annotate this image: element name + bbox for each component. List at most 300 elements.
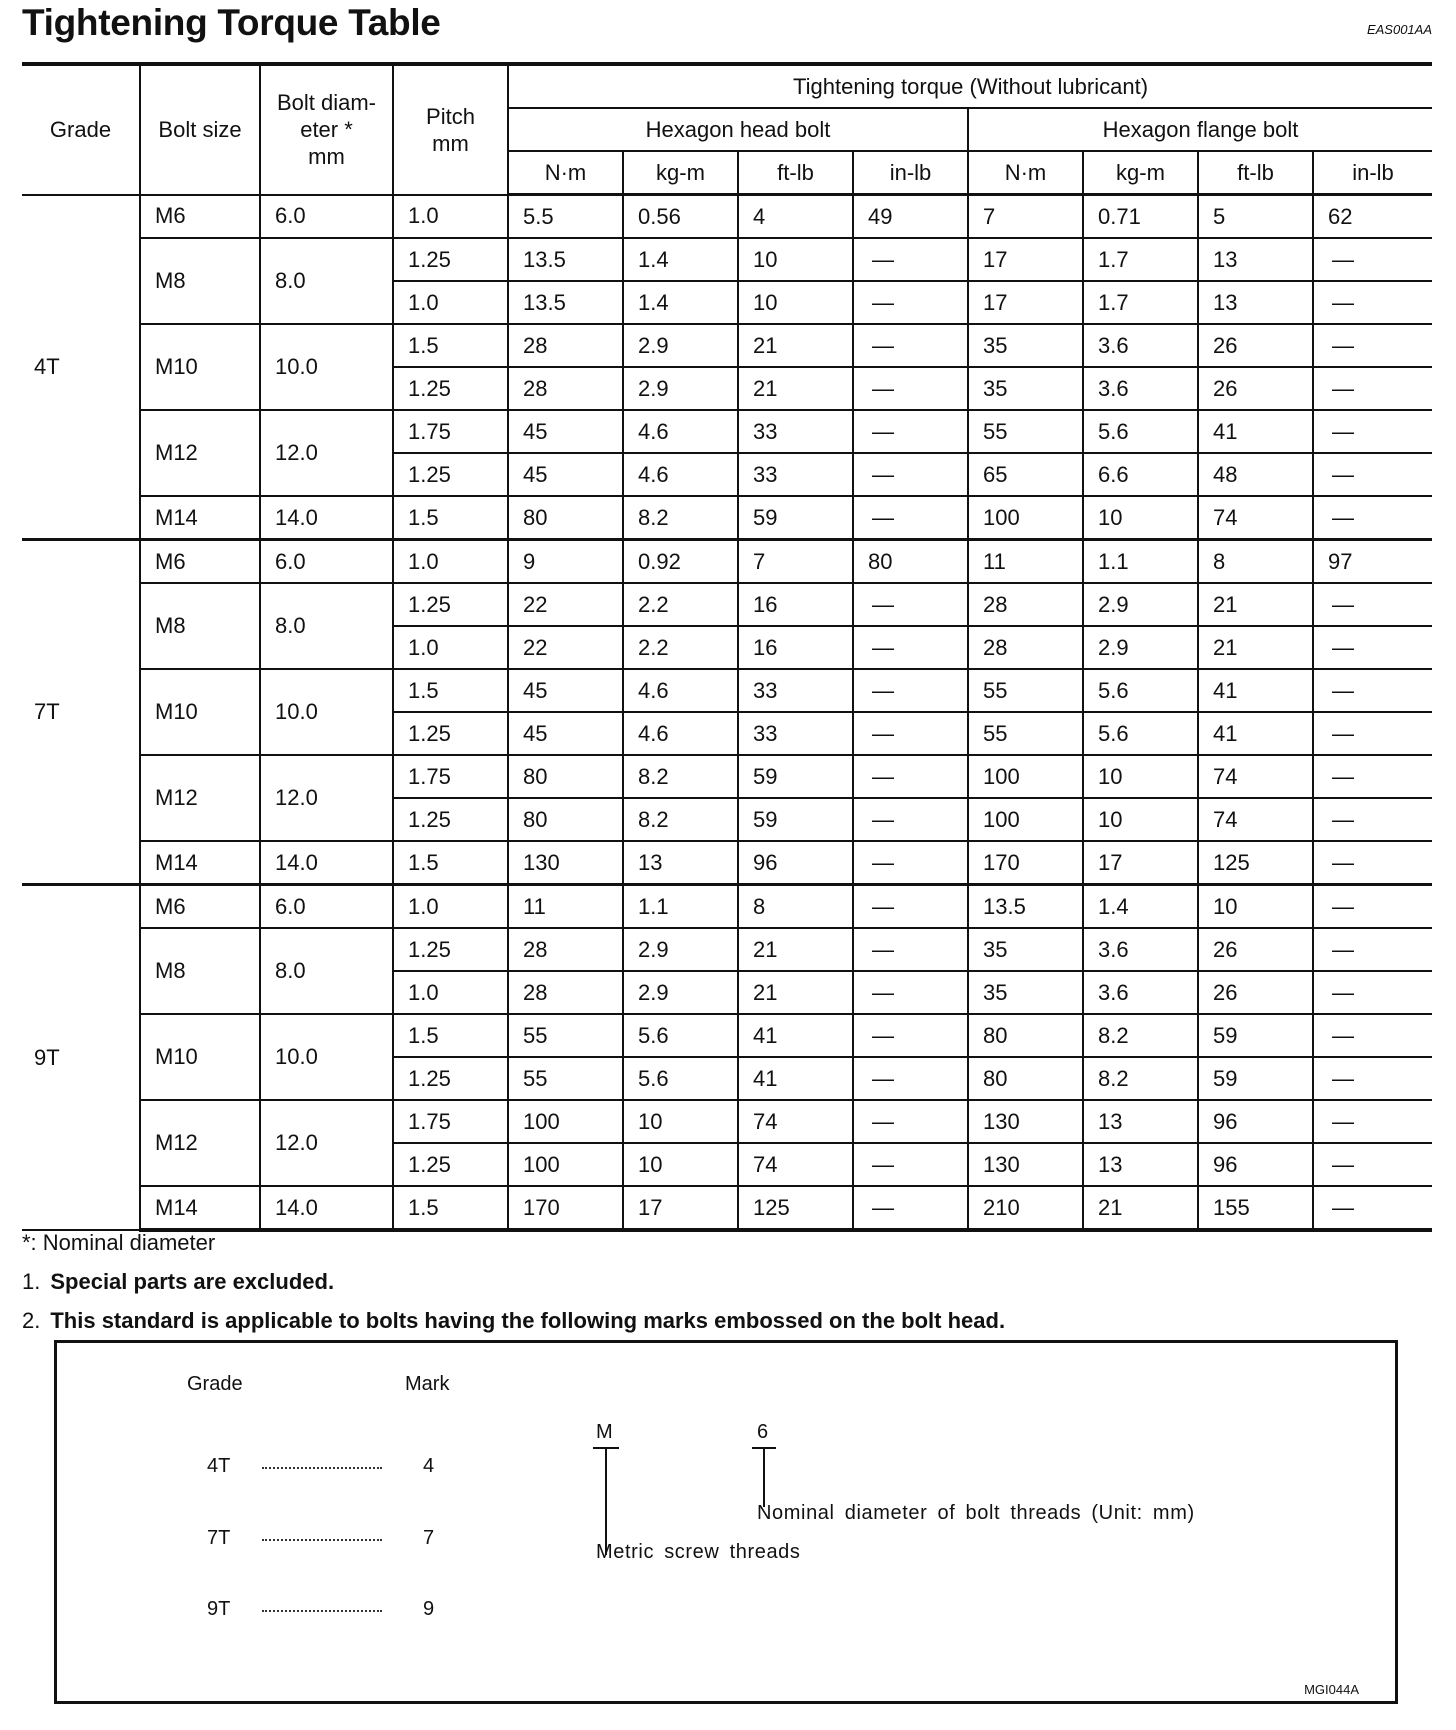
pitch-cell: 1.5 xyxy=(393,324,508,367)
leader-dots xyxy=(262,1610,382,1612)
torque-value-cell: 13.5 xyxy=(968,885,1083,929)
torque-value-cell: 170 xyxy=(508,1186,623,1230)
torque-value-cell: 17 xyxy=(968,281,1083,324)
torque-value-cell: — xyxy=(853,583,968,626)
torque-value-cell: 55 xyxy=(968,712,1083,755)
torque-value-cell: 22 xyxy=(508,583,623,626)
torque-value-cell: — xyxy=(1313,1100,1432,1143)
bolt-diameter-cell: 12.0 xyxy=(260,1100,393,1186)
torque-value-cell: — xyxy=(853,1057,968,1100)
torque-value-cell: — xyxy=(1313,583,1432,626)
torque-value-cell: 41 xyxy=(1198,669,1313,712)
table-row xyxy=(22,540,1432,584)
torque-value-cell: 10 xyxy=(738,238,853,281)
table-row xyxy=(22,410,1432,453)
torque-value-cell: — xyxy=(1313,453,1432,496)
torque-value-cell: — xyxy=(853,669,968,712)
torque-value-cell: 130 xyxy=(508,841,623,885)
figure-grade-7t: 7T xyxy=(207,1527,231,1549)
torque-value-cell: 28 xyxy=(968,583,1083,626)
torque-value-cell: 4 xyxy=(738,195,853,239)
header-tightening-torque: Tightening torque (Without lubricant) xyxy=(508,64,1432,108)
torque-value-cell: 7 xyxy=(738,540,853,584)
torque-value-cell: — xyxy=(1313,496,1432,540)
bolt-diameter-cell: 14.0 xyxy=(260,496,393,540)
torque-value-cell: — xyxy=(1313,1014,1432,1057)
pitch-cell: 1.25 xyxy=(393,712,508,755)
torque-value-cell: 2.9 xyxy=(623,367,738,410)
torque-value-cell: 1.1 xyxy=(1083,540,1198,584)
torque-value-cell: — xyxy=(853,928,968,971)
pitch-cell: 1.0 xyxy=(393,540,508,584)
torque-value-cell: 130 xyxy=(968,1143,1083,1186)
header-hexagon-flange-bolt: Hexagon flange bolt xyxy=(968,108,1432,151)
bolt-diameter-cell: 8.0 xyxy=(260,583,393,669)
torque-value-cell: 155 xyxy=(1198,1186,1313,1230)
pitch-cell: 1.75 xyxy=(393,410,508,453)
torque-value-cell: — xyxy=(853,238,968,281)
header-unit: in-lb xyxy=(1313,151,1432,195)
torque-value-cell: 4.6 xyxy=(623,712,738,755)
pitch-cell: 1.5 xyxy=(393,1186,508,1230)
figure-mark-header: Mark xyxy=(405,1373,450,1395)
torque-value-cell: 8.2 xyxy=(623,755,738,798)
bolt-mark-figure xyxy=(54,1340,1398,1704)
torque-value-cell: 2.9 xyxy=(623,324,738,367)
torque-value-cell: 10 xyxy=(623,1143,738,1186)
torque-value-cell: 3.6 xyxy=(1083,324,1198,367)
torque-value-cell: 17 xyxy=(1083,841,1198,885)
torque-value-cell: — xyxy=(853,971,968,1014)
torque-value-cell: 35 xyxy=(968,928,1083,971)
bolt-diameter-cell: 10.0 xyxy=(260,669,393,755)
torque-value-cell: 33 xyxy=(738,669,853,712)
torque-value-cell: 16 xyxy=(738,583,853,626)
torque-value-cell: — xyxy=(1313,669,1432,712)
torque-value-cell: 8.2 xyxy=(623,798,738,841)
torque-value-cell: 9 xyxy=(508,540,623,584)
torque-value-cell: 28 xyxy=(508,367,623,410)
torque-value-cell: 49 xyxy=(853,195,968,239)
figure-mark-7: 7 xyxy=(423,1527,435,1549)
page-title: Tightening Torque Table xyxy=(22,2,441,43)
torque-value-cell: 80 xyxy=(508,755,623,798)
pitch-cell: 1.25 xyxy=(393,1057,508,1100)
note-2-number: 2. xyxy=(22,1308,41,1333)
nominal-diameter-label: Nominal diameter of bolt threads (Unit: mm) xyxy=(757,1502,1195,1524)
torque-value-cell: 0.92 xyxy=(623,540,738,584)
note-1-text: Special parts are excluded. xyxy=(50,1269,335,1294)
torque-value-cell: 11 xyxy=(968,540,1083,584)
torque-value-cell: — xyxy=(853,712,968,755)
pitch-cell: 1.0 xyxy=(393,195,508,239)
pitch-cell: 1.5 xyxy=(393,1014,508,1057)
pitch-cell: 1.0 xyxy=(393,626,508,669)
header-unit: ft-lb xyxy=(738,151,853,195)
grade-cell: 4T xyxy=(22,195,140,540)
bolt-size-cell: M6 xyxy=(140,540,260,584)
torque-value-cell: — xyxy=(1313,755,1432,798)
header-unit: kg-m xyxy=(623,151,738,195)
torque-value-cell: — xyxy=(1313,324,1432,367)
torque-value-cell: 35 xyxy=(968,324,1083,367)
bolt-size-cell: M12 xyxy=(140,410,260,496)
pitch-cell: 1.25 xyxy=(393,367,508,410)
torque-value-cell: 41 xyxy=(1198,410,1313,453)
torque-value-cell: 210 xyxy=(968,1186,1083,1230)
pitch-cell: 1.0 xyxy=(393,971,508,1014)
torque-value-cell: 13 xyxy=(1198,281,1313,324)
torque-value-cell: 74 xyxy=(1198,798,1313,841)
torque-value-cell: 21 xyxy=(1198,626,1313,669)
torque-value-cell: 100 xyxy=(968,798,1083,841)
torque-value-cell: 11 xyxy=(508,885,623,929)
torque-value-cell: — xyxy=(853,453,968,496)
table-row xyxy=(22,1186,1432,1230)
torque-value-cell: — xyxy=(1313,626,1432,669)
figure-code: MGI044A xyxy=(1304,1682,1359,1697)
bolt-size-cell: M12 xyxy=(140,755,260,841)
footnote: *: Nominal diameter xyxy=(22,1230,216,1255)
bolt-size-cell: M8 xyxy=(140,238,260,324)
torque-value-cell: 7 xyxy=(968,195,1083,239)
bolt-diameter-cell: 14.0 xyxy=(260,841,393,885)
table-row xyxy=(22,885,1432,929)
torque-value-cell: 100 xyxy=(508,1100,623,1143)
torque-value-cell: 59 xyxy=(1198,1014,1313,1057)
torque-value-cell: 59 xyxy=(738,798,853,841)
leader-dots xyxy=(262,1467,382,1469)
torque-value-cell: 5.6 xyxy=(1083,410,1198,453)
torque-value-cell: 125 xyxy=(738,1186,853,1230)
torque-value-cell: 8.2 xyxy=(1083,1014,1198,1057)
torque-value-cell: 55 xyxy=(508,1014,623,1057)
bolt-diameter-cell: 14.0 xyxy=(260,1186,393,1230)
torque-value-cell: — xyxy=(1313,798,1432,841)
note-2 xyxy=(22,1308,1005,1334)
note-2-text: This standard is applicable to bolts having the following marks embossed on the bolt head. xyxy=(50,1308,1006,1333)
torque-value-cell: 45 xyxy=(508,712,623,755)
pitch-cell: 1.75 xyxy=(393,1100,508,1143)
grade-cell: 9T xyxy=(22,885,140,1231)
torque-value-cell: 0.71 xyxy=(1083,195,1198,239)
torque-value-cell: — xyxy=(1313,971,1432,1014)
pitch-cell: 1.25 xyxy=(393,928,508,971)
torque-value-cell: 13 xyxy=(623,841,738,885)
torque-value-cell: 97 xyxy=(1313,540,1432,584)
bolt-size-cell: M14 xyxy=(140,841,260,885)
torque-value-cell: 5.6 xyxy=(1083,712,1198,755)
torque-value-cell: 5.6 xyxy=(1083,669,1198,712)
torque-value-cell: — xyxy=(1313,238,1432,281)
torque-value-cell: 45 xyxy=(508,453,623,496)
torque-value-cell: 26 xyxy=(1198,928,1313,971)
table-row xyxy=(22,928,1432,971)
torque-value-cell: 3.6 xyxy=(1083,367,1198,410)
note-1 xyxy=(22,1269,334,1295)
torque-value-cell: — xyxy=(853,324,968,367)
torque-value-cell: — xyxy=(853,885,968,929)
torque-value-cell: 1.4 xyxy=(1083,885,1198,929)
torque-value-cell: 41 xyxy=(738,1057,853,1100)
figure-grade-header: Grade xyxy=(187,1373,243,1395)
torque-value-cell: 21 xyxy=(738,324,853,367)
torque-value-cell: 96 xyxy=(1198,1100,1313,1143)
torque-value-cell: 21 xyxy=(738,971,853,1014)
torque-value-cell: 96 xyxy=(1198,1143,1313,1186)
torque-value-cell: — xyxy=(853,410,968,453)
bolt-diameter-cell: 6.0 xyxy=(260,885,393,929)
torque-value-cell: 170 xyxy=(968,841,1083,885)
table-row xyxy=(22,583,1432,626)
torque-value-cell: 4.6 xyxy=(623,410,738,453)
bolt-diameter-cell: 8.0 xyxy=(260,238,393,324)
torque-value-cell: — xyxy=(1313,841,1432,885)
pitch-cell: 1.5 xyxy=(393,669,508,712)
torque-value-cell: — xyxy=(1313,281,1432,324)
pitch-cell: 1.0 xyxy=(393,281,508,324)
torque-value-cell: 17 xyxy=(968,238,1083,281)
torque-value-cell: — xyxy=(853,1100,968,1143)
table-row xyxy=(22,841,1432,885)
torque-value-cell: — xyxy=(853,1014,968,1057)
pitch-cell: 1.5 xyxy=(393,496,508,540)
torque-value-cell: 80 xyxy=(968,1057,1083,1100)
torque-value-cell: 21 xyxy=(1198,583,1313,626)
torque-value-cell: 100 xyxy=(968,496,1083,540)
bolt-size-cell: M6 xyxy=(140,195,260,239)
torque-value-cell: 6.6 xyxy=(1083,453,1198,496)
torque-value-cell: — xyxy=(1313,367,1432,410)
torque-value-cell: 8 xyxy=(738,885,853,929)
header-unit: N·m xyxy=(508,151,623,195)
torque-value-cell: 80 xyxy=(508,496,623,540)
torque-value-cell: 1.4 xyxy=(623,281,738,324)
torque-value-cell: 55 xyxy=(968,669,1083,712)
torque-value-cell: — xyxy=(1313,885,1432,929)
torque-value-cell: 10 xyxy=(1083,798,1198,841)
torque-value-cell: — xyxy=(853,281,968,324)
torque-value-cell: — xyxy=(1313,1143,1432,1186)
torque-value-cell: 45 xyxy=(508,410,623,453)
torque-value-cell: 13.5 xyxy=(508,238,623,281)
torque-value-cell: 28 xyxy=(508,971,623,1014)
pitch-cell: 1.0 xyxy=(393,885,508,929)
torque-value-cell: 59 xyxy=(738,755,853,798)
note-1-number: 1. xyxy=(22,1269,41,1294)
pitch-cell: 1.25 xyxy=(393,798,508,841)
torque-value-cell: 4.6 xyxy=(623,669,738,712)
torque-value-cell: 10 xyxy=(1198,885,1313,929)
torque-value-cell: 80 xyxy=(853,540,968,584)
torque-value-cell: — xyxy=(1313,712,1432,755)
bolt-size-cell: M10 xyxy=(140,324,260,410)
torque-value-cell: 28 xyxy=(968,626,1083,669)
torque-table-body xyxy=(22,195,1432,1231)
bolt-diameter-cell: 12.0 xyxy=(260,755,393,841)
torque-value-cell: 10 xyxy=(1083,755,1198,798)
torque-value-cell: — xyxy=(1313,928,1432,971)
torque-value-cell: 2.2 xyxy=(623,583,738,626)
torque-value-cell: 125 xyxy=(1198,841,1313,885)
torque-value-cell: 26 xyxy=(1198,367,1313,410)
torque-table xyxy=(22,62,1432,1232)
torque-value-cell: 74 xyxy=(738,1100,853,1143)
table-row xyxy=(22,755,1432,798)
figure-grade-9t: 9T xyxy=(207,1598,231,1620)
torque-value-cell: 10 xyxy=(1083,496,1198,540)
bolt-diameter-cell: 6.0 xyxy=(260,195,393,239)
torque-value-cell: 13 xyxy=(1198,238,1313,281)
torque-value-cell: 8.2 xyxy=(1083,1057,1198,1100)
torque-value-cell: 33 xyxy=(738,712,853,755)
torque-value-cell: 55 xyxy=(968,410,1083,453)
torque-value-cell: 1.7 xyxy=(1083,238,1198,281)
pitch-cell: 1.25 xyxy=(393,238,508,281)
bolt-diameter-cell: 8.0 xyxy=(260,928,393,1014)
pitch-cell: 1.25 xyxy=(393,1143,508,1186)
torque-value-cell: 1.1 xyxy=(623,885,738,929)
torque-value-cell: 1.4 xyxy=(623,238,738,281)
torque-value-cell: 5 xyxy=(1198,195,1313,239)
torque-value-cell: 35 xyxy=(968,367,1083,410)
figure-grade-4t: 4T xyxy=(207,1455,231,1477)
torque-value-cell: — xyxy=(853,1143,968,1186)
torque-value-cell: 55 xyxy=(508,1057,623,1100)
torque-value-cell: 26 xyxy=(1198,324,1313,367)
bolt-size-cell: M8 xyxy=(140,583,260,669)
torque-value-cell: 28 xyxy=(508,324,623,367)
torque-value-cell: 16 xyxy=(738,626,853,669)
grade-cell: 7T xyxy=(22,540,140,885)
bolt-size-cell: M6 xyxy=(140,885,260,929)
torque-value-cell: — xyxy=(1313,1057,1432,1100)
table-row xyxy=(22,1100,1432,1143)
torque-value-cell: 2.9 xyxy=(1083,583,1198,626)
torque-value-cell: 26 xyxy=(1198,971,1313,1014)
leader-dots xyxy=(262,1539,382,1541)
bolt-size-cell: M14 xyxy=(140,1186,260,1230)
torque-value-cell: — xyxy=(853,841,968,885)
bolt-diameter-cell: 12.0 xyxy=(260,410,393,496)
torque-value-cell: 4.6 xyxy=(623,453,738,496)
torque-value-cell: 96 xyxy=(738,841,853,885)
torque-value-cell: 10 xyxy=(738,281,853,324)
pitch-cell: 1.25 xyxy=(393,583,508,626)
header-bolt-diameter: Bolt diam- eter * mm xyxy=(260,64,393,195)
torque-value-cell: 100 xyxy=(508,1143,623,1186)
header-unit: kg-m xyxy=(1083,151,1198,195)
torque-value-cell: 2.2 xyxy=(623,626,738,669)
torque-value-cell: 59 xyxy=(738,496,853,540)
torque-value-cell: 8.2 xyxy=(623,496,738,540)
torque-value-cell: 10 xyxy=(623,1100,738,1143)
torque-value-cell: 22 xyxy=(508,626,623,669)
torque-value-cell: 8 xyxy=(1198,540,1313,584)
torque-value-cell: 17 xyxy=(623,1186,738,1230)
bolt-size-cell: M14 xyxy=(140,496,260,540)
pitch-cell: 1.75 xyxy=(393,755,508,798)
header-pitch: Pitch mm xyxy=(393,64,508,195)
torque-value-cell: 80 xyxy=(508,798,623,841)
torque-value-cell: — xyxy=(853,496,968,540)
torque-value-cell: 74 xyxy=(1198,496,1313,540)
torque-value-cell: 100 xyxy=(968,755,1083,798)
metric-screw-label: Metric screw threads xyxy=(596,1541,801,1563)
torque-value-cell: — xyxy=(853,367,968,410)
torque-value-cell: 2.9 xyxy=(623,971,738,1014)
pitch-cell: 1.5 xyxy=(393,841,508,885)
torque-value-cell: 65 xyxy=(968,453,1083,496)
torque-value-cell: 13.5 xyxy=(508,281,623,324)
torque-value-cell: 33 xyxy=(738,453,853,496)
torque-value-cell: 45 xyxy=(508,669,623,712)
torque-value-cell: 21 xyxy=(738,367,853,410)
bolt-diameter-cell: 6.0 xyxy=(260,540,393,584)
torque-value-cell: 41 xyxy=(1198,712,1313,755)
torque-value-cell: 3.6 xyxy=(1083,971,1198,1014)
torque-value-cell: 41 xyxy=(738,1014,853,1057)
torque-value-cell: 5.6 xyxy=(623,1057,738,1100)
torque-value-cell: — xyxy=(1313,1186,1432,1230)
bolt-size-cell: M12 xyxy=(140,1100,260,1186)
bolt-diameter-cell: 10.0 xyxy=(260,1014,393,1100)
torque-value-cell: 28 xyxy=(508,928,623,971)
torque-value-cell: — xyxy=(853,798,968,841)
table-row xyxy=(22,1014,1432,1057)
table-row xyxy=(22,669,1432,712)
table-row xyxy=(22,324,1432,367)
6-leader-line xyxy=(763,1447,765,1507)
torque-value-cell: 13 xyxy=(1083,1100,1198,1143)
torque-value-cell: 0.56 xyxy=(623,195,738,239)
bolt-size-cell: M10 xyxy=(140,1014,260,1100)
torque-value-cell: 74 xyxy=(1198,755,1313,798)
table-row xyxy=(22,195,1432,239)
torque-value-cell: 3.6 xyxy=(1083,928,1198,971)
header-hexagon-head-bolt: Hexagon head bolt xyxy=(508,108,968,151)
torque-value-cell: 2.9 xyxy=(623,928,738,971)
bolt-diameter-cell: 10.0 xyxy=(260,324,393,410)
bolt-size-cell: M10 xyxy=(140,669,260,755)
torque-value-cell: 21 xyxy=(738,928,853,971)
torque-value-cell: — xyxy=(853,755,968,798)
header-unit: in-lb xyxy=(853,151,968,195)
torque-value-cell: 13 xyxy=(1083,1143,1198,1186)
torque-value-cell: 130 xyxy=(968,1100,1083,1143)
torque-value-cell: 59 xyxy=(1198,1057,1313,1100)
pitch-cell: 1.25 xyxy=(393,453,508,496)
torque-value-cell: 21 xyxy=(1083,1186,1198,1230)
torque-value-cell: — xyxy=(853,1186,968,1230)
header-grade: Grade xyxy=(22,64,140,195)
torque-value-cell: — xyxy=(853,626,968,669)
m-leader-line xyxy=(605,1447,607,1555)
torque-value-cell: 5.5 xyxy=(508,195,623,239)
torque-value-cell: 2.9 xyxy=(1083,626,1198,669)
bolt-size-cell: M8 xyxy=(140,928,260,1014)
torque-value-cell: 80 xyxy=(968,1014,1083,1057)
torque-value-cell: 5.6 xyxy=(623,1014,738,1057)
table-row xyxy=(22,496,1432,540)
header-unit: ft-lb xyxy=(1198,151,1313,195)
torque-value-cell: 74 xyxy=(738,1143,853,1186)
torque-value-cell: 1.7 xyxy=(1083,281,1198,324)
torque-value-cell: 33 xyxy=(738,410,853,453)
torque-value-cell: 62 xyxy=(1313,195,1432,239)
header-unit: N·m xyxy=(968,151,1083,195)
header-bolt-size: Bolt size xyxy=(140,64,260,195)
